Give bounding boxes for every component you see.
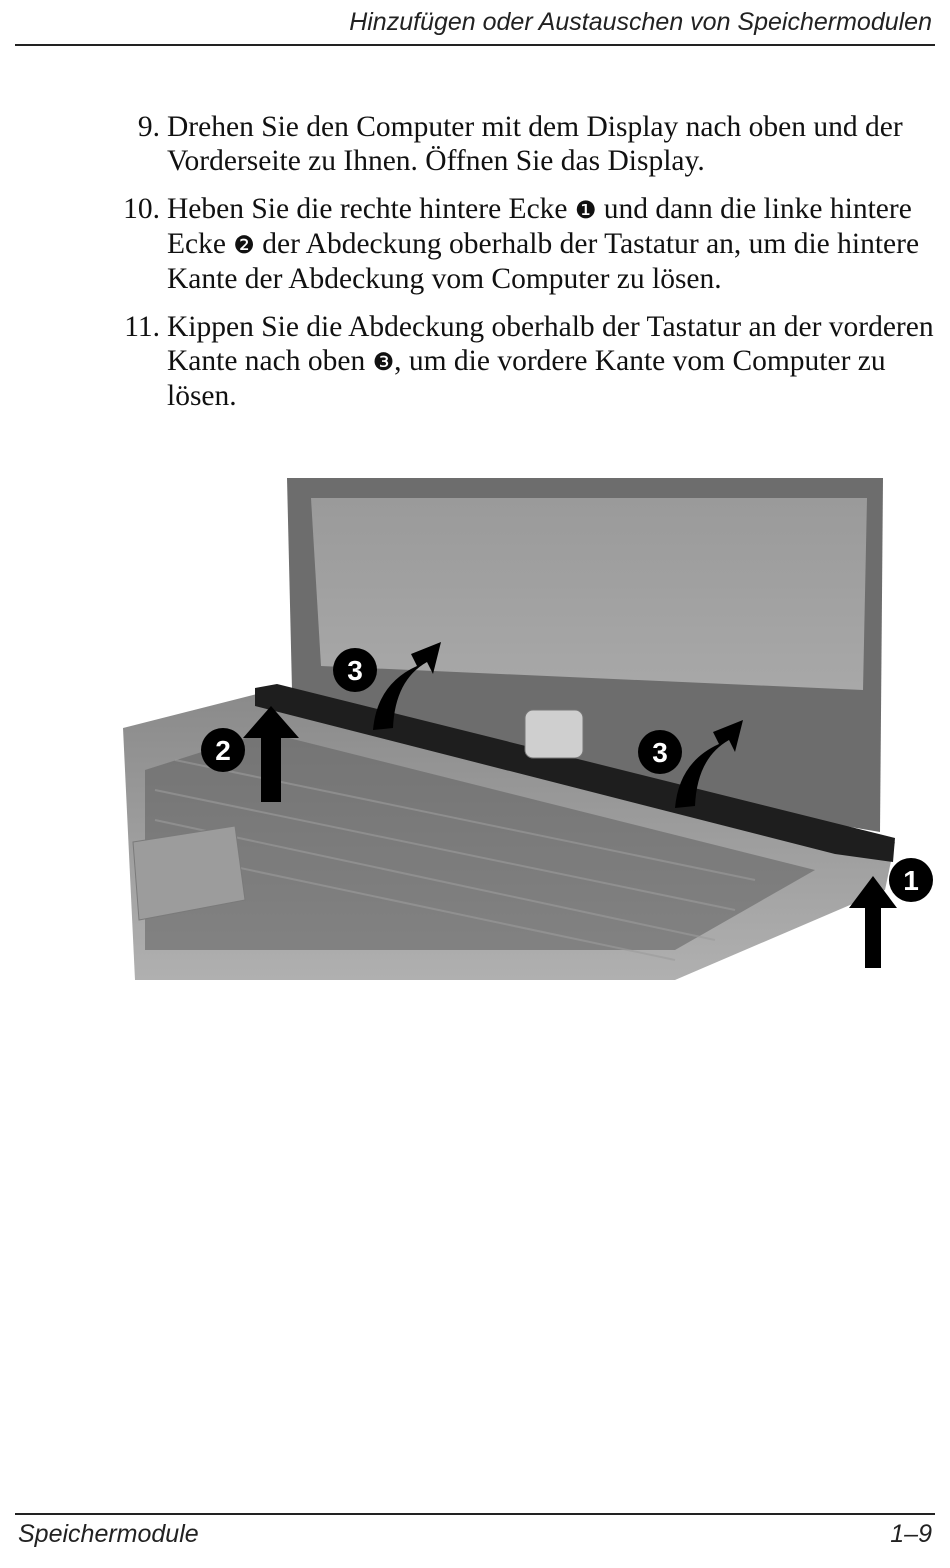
laptop-cover-removal-illustration <box>115 470 945 980</box>
step-text: Drehen Sie den Computer mit dem Display nach oben und der Vorderseite zu Ihnen. Öffnen Sie das Display. <box>167 111 903 177</box>
footer-section: Speichermodule <box>18 1520 199 1548</box>
callout-3-left <box>333 648 377 692</box>
svg-text:2: 2 <box>215 735 231 766</box>
callout-3-right <box>638 730 682 774</box>
callout-1 <box>889 858 933 902</box>
callout-1-icon: ❶ <box>574 196 597 224</box>
instruction-steps <box>0 110 950 427</box>
header-rule <box>15 44 935 46</box>
step-11 <box>0 310 950 413</box>
page-number: 1–9 <box>890 1520 932 1548</box>
svg-text:3: 3 <box>652 737 668 768</box>
step-9 <box>0 110 950 178</box>
step-text: Kippen Sie die Abdeckung oberhalb der Tastatur an der vorderen Kante nach oben ❸, um die vordere Kante vom Computer zu lösen. <box>167 311 934 412</box>
svg-text:3: 3 <box>347 655 363 686</box>
step-10 <box>0 192 950 296</box>
running-header: Hinzufügen oder Austauschen von Speichermodulen <box>349 8 932 36</box>
step-number: 10. <box>123 193 160 225</box>
step-text: Heben Sie die rechte hintere Ecke ❶ und dann die linke hintere Ecke ❷ der Abdeckung oberhalb der Tastatur an, um die hintere Kante der Abdeckung vom Computer zu lösen. <box>167 193 920 295</box>
footer-rule <box>15 1513 935 1515</box>
display-hinge <box>525 710 583 758</box>
svg-text:1: 1 <box>903 865 919 896</box>
display-screen <box>311 498 867 690</box>
callout-2 <box>201 728 245 772</box>
callout-2-icon: ❷ <box>233 231 255 259</box>
step-number: 9. <box>137 111 160 143</box>
step-number: 11. <box>124 311 160 343</box>
callout-3-icon: ❸ <box>372 348 395 376</box>
